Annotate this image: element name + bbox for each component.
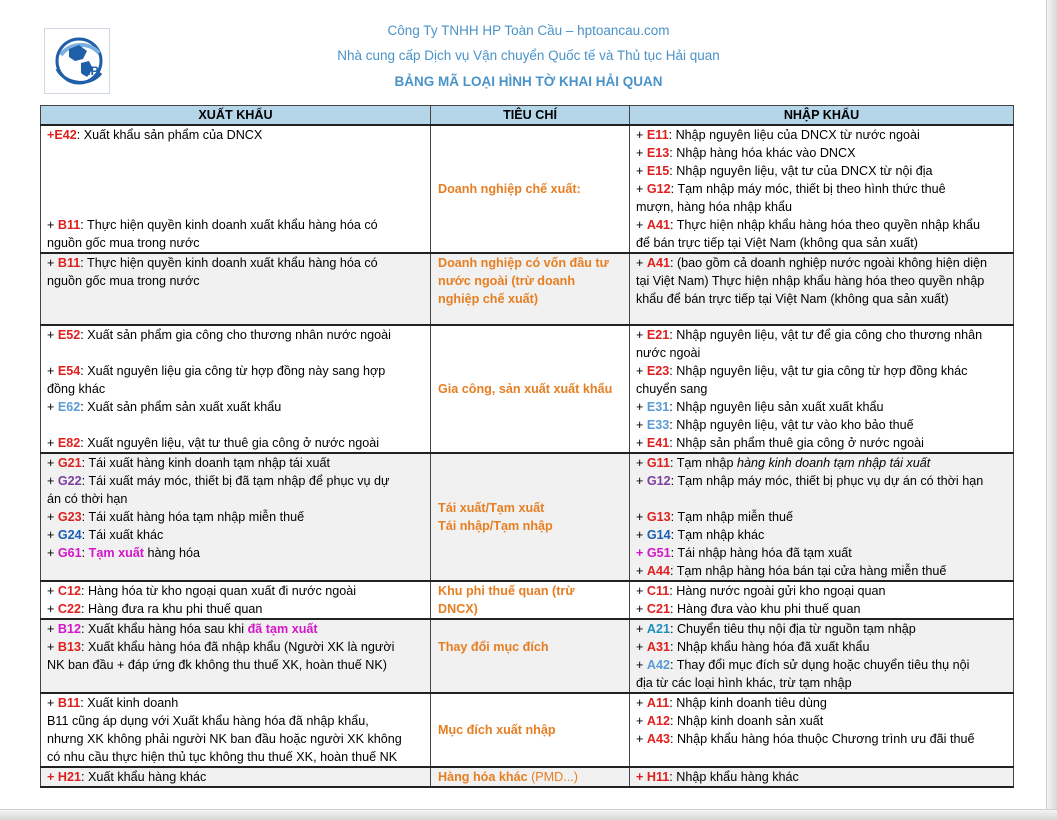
code-line: + E15: Nhập nguyên liệu, vật tư của DNCX từ nội địa — [636, 164, 933, 178]
export-cell: + E52: Xuất sản phẩm gia công cho thương nhân nước ngoài + E54: Xuất nguyên liệu gia công từ hợp đồng này sang hợp đồng khác + E62: Xuất sản phẩm sản xuất xuất khẩu + E82: Xuất nguyên liệu, vật tư thuê gia công ở nước ngoài — [41, 325, 431, 453]
table-row — [41, 581, 1014, 619]
table-row — [41, 125, 1014, 253]
svg-text:HP: HP — [82, 64, 99, 78]
page-scroll-edge-right — [1046, 0, 1057, 820]
code-line: + H21: Xuất khẩu hàng khác — [47, 770, 207, 784]
customs-code-table — [40, 105, 1014, 788]
criteria-cell: Doanh nghiệp có vốn đầu tư nước ngoài (trừ doanh nghiệp chế xuất) — [431, 253, 630, 325]
code-line: + G24: Tái xuất khác — [47, 528, 164, 542]
column-header-criteria: TIÊU CHÍ — [431, 106, 630, 126]
criteria-cell: Mục đích xuất nhập — [431, 693, 630, 767]
import-cell — [630, 767, 1014, 787]
import-cell: + E21: Nhập nguyên liệu, vật tư để gia công cho thương nhân nước ngoài + E23: Nhập nguyên liệu, vật tư gia công từ hợp đồng khác chuyển sang + E31: Nhập nguyên liệu sản xuất xuất khẩu + E33: Nhập nguyên liệu, vật tư vào kho bảo thuế + E41: Nhập sản phẩm thuê gia công ở nước ngoài — [630, 325, 1014, 453]
code-line: + A21: Chuyển tiêu thụ nội địa từ nguồn tạm nhập — [636, 622, 916, 636]
code-line: + E23: Nhập nguyên liệu, vật tư gia công từ hợp đồng khác — [636, 364, 968, 378]
export-cell: + B11: Xuất kinh doanh B11 cũng áp dụng với Xuất khẩu hàng hóa đã nhập khẩu, nhưng XK không phải người NK ban đầu hoặc người XK không có nhu cầu thực hiện thủ tục không thu thuế XK, hoàn thuế NK — [41, 693, 431, 767]
company-tagline: Nhà cung cấp Dịch vụ Vận chuyển Quốc tế và Thủ tục Hải quan — [337, 48, 720, 63]
code-line: + G61: Tạm xuất hàng hóa — [47, 546, 200, 560]
code-line: + A42: Thay đổi mục đích sử dụng hoặc chuyển tiêu thụ nội — [636, 658, 970, 672]
company-name: Công Ty TNHH HP Toàn Cầu – hptoancau.com — [387, 23, 670, 38]
code-line: + E31: Nhập nguyên liệu sản xuất xuất khẩu — [636, 400, 884, 414]
export-cell: +E42: Xuất khẩu sản phẩm của DNCX + B11: Thực hiện quyền kinh doanh xuất khẩu hàng hóa có nguồn gốc mua trong nước — [41, 125, 431, 253]
table-row — [41, 767, 1014, 787]
code-line: + E82: Xuất nguyên liệu, vật tư thuê gia công ở nước ngoài — [47, 436, 380, 450]
code-line: + A41: Thực hiện nhập khẩu hàng hóa theo quyền nhập khẩu — [636, 218, 980, 232]
code-line: + A31: Nhập khẩu hàng hóa đã xuất khẩu — [636, 640, 870, 654]
code-line: + G23: Tái xuất hàng hóa tạm nhập miễn thuế — [47, 510, 305, 524]
export-cell — [41, 767, 431, 787]
table-row — [41, 253, 1014, 325]
code-line: + B11: Thực hiện quyền kinh doanh xuất khẩu hàng hóa có — [47, 218, 378, 232]
criteria-cell: Gia công, sản xuất xuất khẩu — [431, 325, 630, 453]
code-line: + B11: Thực hiện quyền kinh doanh xuất khẩu hàng hóa có — [47, 256, 378, 270]
code-line: + E21: Nhập nguyên liệu, vật tư để gia công cho thương nhân — [636, 328, 983, 342]
code-line: + G51: Tái nhập hàng hóa đã tạm xuất — [636, 546, 852, 560]
code-line: + G13: Tạm nhập miễn thuế — [636, 510, 793, 524]
code-line: + C22: Hàng đưa ra khu phi thuế quan — [47, 602, 263, 616]
code-line: + G22: Tái xuất máy móc, thiết bị đã tạm nhập để phục vụ dự — [47, 474, 390, 488]
code-line: + B11: Xuất kinh doanh — [47, 696, 179, 710]
export-cell: + B12: Xuất khẩu hàng hóa sau khi đã tạm xuất + B13: Xuất khẩu hàng hóa đã nhập khẩu (Người XK là người NK ban đầu + đáp ứng đk không thu thuế XK, hoàn thuế NK) — [41, 619, 431, 693]
code-line: + G12: Tạm nhập máy móc, thiết bị phục vụ dự án có thời hạn — [636, 474, 984, 488]
code-line: + A43: Nhập khẩu hàng hóa thuộc Chương trình ưu đãi thuế — [636, 732, 975, 746]
code-line: + E41: Nhập sản phẩm thuê gia công ở nước ngoài — [636, 436, 924, 450]
criteria-cell: Doanh nghiệp chế xuất: — [431, 125, 630, 253]
import-cell — [630, 453, 1014, 581]
code-line: + A44: Tạm nhập hàng hóa bán tại cửa hàng miễn thuế — [636, 564, 947, 578]
table-row — [41, 325, 1014, 453]
import-cell — [630, 693, 1014, 767]
document-title: BẢNG MÃ LOẠI HÌNH TỜ KHAI HẢI QUAN — [394, 74, 663, 89]
code-line: + G11: Tạm nhập hàng kinh doanh tạm nhập tái xuất — [636, 456, 931, 470]
table-row — [41, 693, 1014, 767]
criteria-cell: Khu phi thuế quan (trừ DNCX) — [431, 581, 630, 619]
code-line: + A11: Nhập kinh doanh tiêu dùng — [636, 696, 827, 710]
import-cell: + A21: Chuyển tiêu thụ nội địa từ nguồn tạm nhập + A31: Nhập khẩu hàng hóa đã xuất khẩu + A42: Thay đổi mục đích sử dụng hoặc chuyển tiêu thụ nội địa từ các loại hình khác, trừ tạm nhập — [630, 619, 1014, 693]
table-row — [41, 453, 1014, 581]
criteria-cell: Hàng hóa khác (PMD...) — [431, 767, 630, 787]
code-line: +E42: Xuất khẩu sản phẩm của DNCX — [47, 128, 263, 142]
criteria-cell: Thay đổi mục đích — [431, 619, 630, 693]
code-line: + E62: Xuất sản phẩm sản xuất xuất khẩu — [47, 400, 282, 414]
code-line: + G14: Tạm nhập khác — [636, 528, 765, 542]
table-row — [41, 619, 1014, 693]
code-line: + E33: Nhập nguyên liệu, vật tư vào kho bảo thuế — [636, 418, 914, 432]
criteria-cell: Tái xuất/Tạm xuất Tái nhập/Tạm nhập — [431, 453, 630, 581]
code-line: + C12: Hàng hóa từ kho ngoại quan xuất đi nước ngoài — [47, 584, 357, 598]
table-header-row — [41, 106, 1014, 126]
export-cell — [41, 581, 431, 619]
export-cell: + G21: Tái xuất hàng kinh doanh tạm nhập tái xuất + G22: Tái xuất máy móc, thiết bị đã tạm nhập để phục vụ dự án có thời hạn + G23: Tái xuất hàng hóa tạm nhập miễn thuế + G24: Tái xuất khác + G61: Tạm xuất hàng hóa — [41, 453, 431, 581]
import-cell: + E11: Nhập nguyên liệu của DNCX từ nước ngoài + E13: Nhập hàng hóa khác vào DNCX + E15: Nhập nguyên liệu, vật tư của DNCX từ nội địa + G12: Tạm nhập máy móc, thiết bị theo hình thức thuê mượn, hàng hóa nhập khẩu + A41: Thực hiện nhập khẩu hàng hóa theo quyền nhập khẩu để bán trực tiếp tại Việt Nam (không qua sản xuất) — [630, 125, 1014, 253]
code-line: + A12: Nhập kinh doanh sản xuất — [636, 714, 824, 728]
code-line: + A41: (bao gồm cả doanh nghiệp nước ngoài không hiện diện — [636, 256, 988, 270]
import-cell — [630, 581, 1014, 619]
document-header — [0, 20, 1057, 94]
code-line: + E13: Nhập hàng hóa khác vào DNCX — [636, 146, 856, 160]
code-line: + C11: Hàng nước ngoài gửi kho ngoại quan — [636, 584, 886, 598]
code-line: + G21: Tái xuất hàng kinh doanh tạm nhập tái xuất — [47, 456, 330, 470]
code-line: + C21: Hàng đưa vào khu phi thuế quan — [636, 602, 861, 616]
column-header-export: XUẤT KHẨU — [41, 106, 431, 126]
code-line: + E52: Xuất sản phẩm gia công cho thương nhân nước ngoài — [47, 328, 391, 342]
code-line: + B12: Xuất khẩu hàng hóa sau khi đã tạm xuất — [47, 622, 318, 636]
column-header-import: NHẬP KHẨU — [630, 106, 1014, 126]
code-line: + B13: Xuất khẩu hàng hóa đã nhập khẩu (Người XK là người — [47, 640, 395, 654]
export-cell: + B11: Thực hiện quyền kinh doanh xuất khẩu hàng hóa có nguồn gốc mua trong nước — [41, 253, 431, 325]
page-scroll-edge-bottom — [0, 809, 1057, 820]
import-cell: + A41: (bao gồm cả doanh nghiệp nước ngoài không hiện diện tại Việt Nam) Thực hiện nhập khẩu hàng hóa theo quyền nhập khẩu để bán trực tiếp tại Việt Nam (không qua sản xuất) — [630, 253, 1014, 325]
code-line: + E11: Nhập nguyên liệu của DNCX từ nước ngoài — [636, 128, 920, 142]
code-line: + E54: Xuất nguyên liệu gia công từ hợp đồng này sang hợp — [47, 364, 386, 378]
code-line: + G12: Tạm nhập máy móc, thiết bị theo hình thức thuê — [636, 182, 946, 196]
code-line: + H11: Nhập khẩu hàng khác — [636, 770, 799, 784]
